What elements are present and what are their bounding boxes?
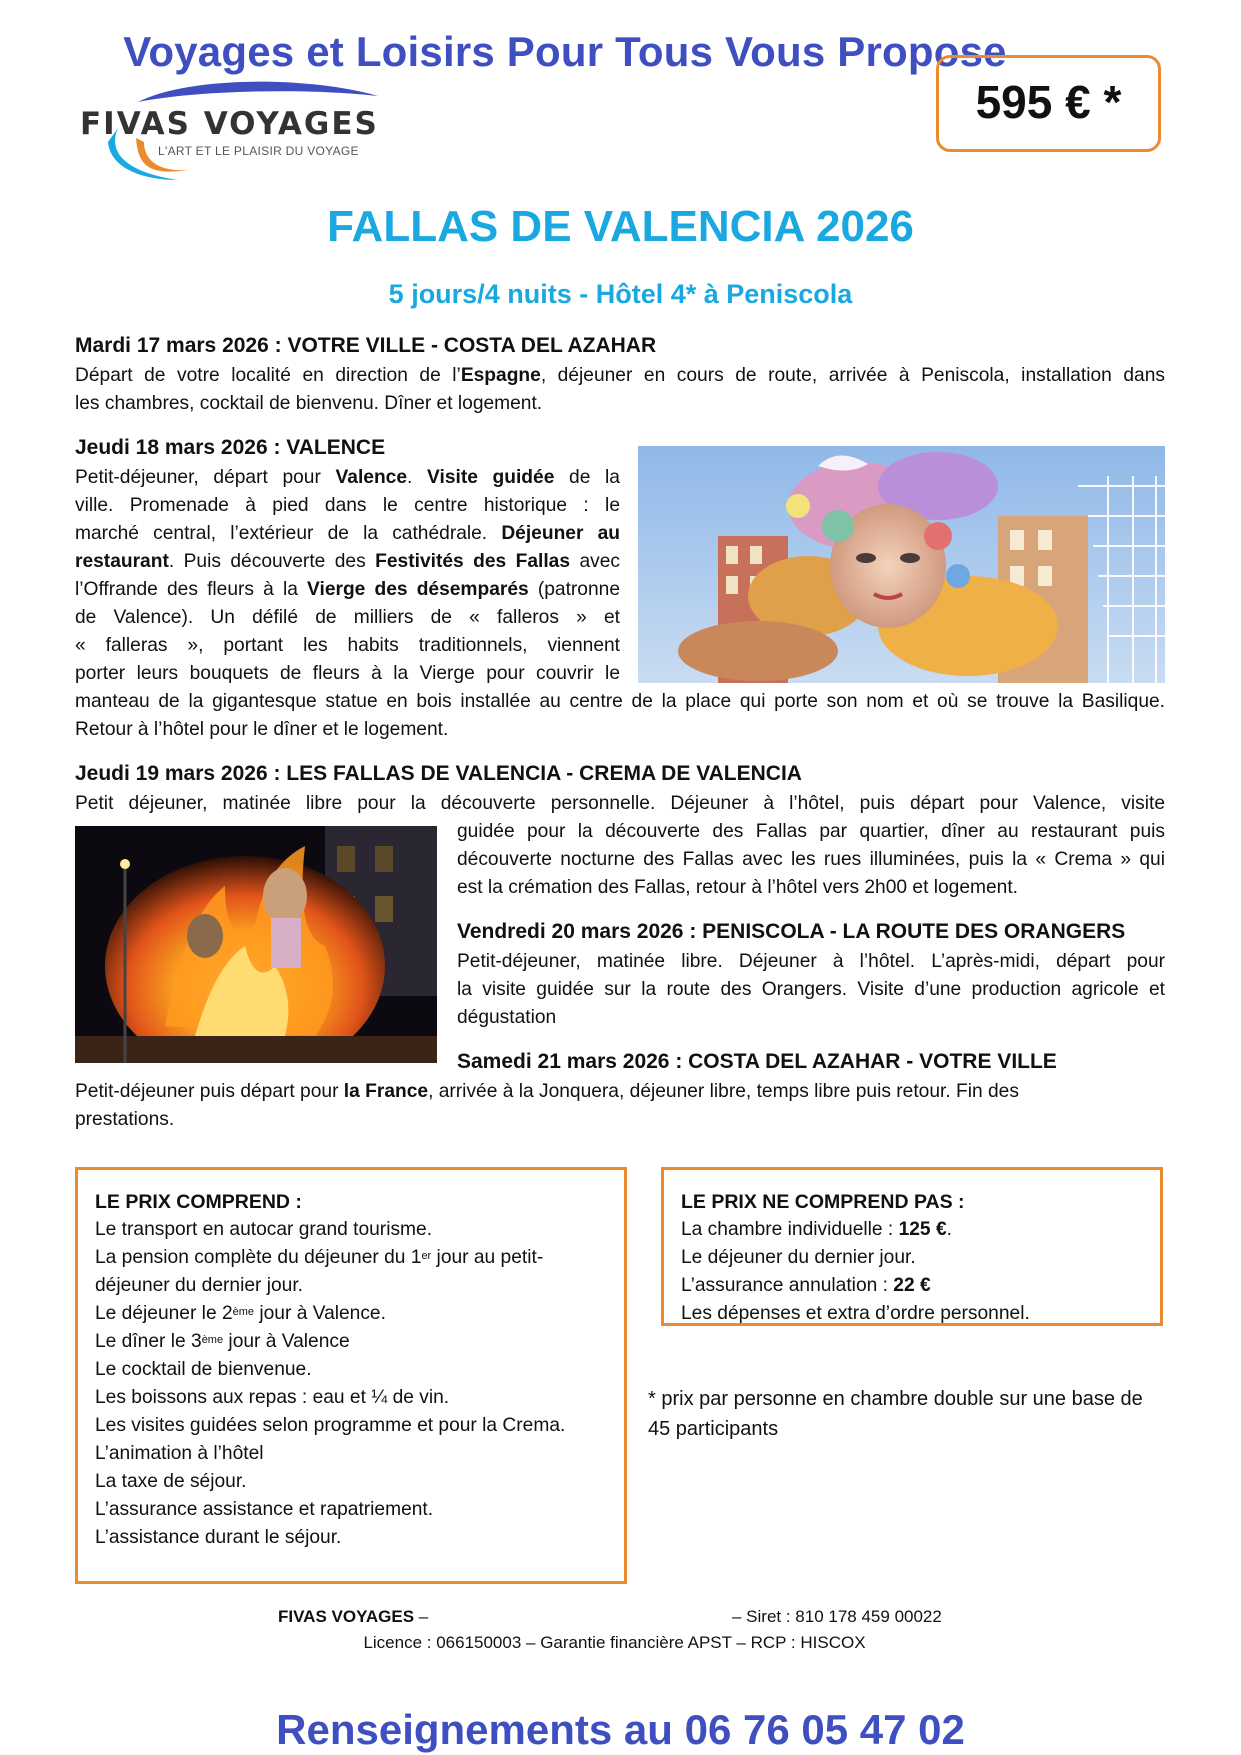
day2-line: de Valence). Un défilé de milliers de « falleros » et (75, 607, 620, 628)
day3-text-column (457, 818, 1165, 902)
day2-line: restaurant. Puis découverte des Festivités des Fallas avec (75, 551, 621, 572)
includes-item: L’assurance assistance et rapatriement. (95, 1499, 434, 1520)
includes-item: Les boissons aux repas : eau et ¼ de vin. (95, 1387, 450, 1408)
contact-phone: Renseignements au 06 76 05 47 02 (276, 1706, 965, 1753)
footer-licence: Licence : 066150003 – Garantie financière APST – RCP : HISCOX (363, 1633, 866, 1652)
day3-line: est la crémation des Fallas, retour à l’hôtel vers 2h00 et logement. (457, 877, 1018, 898)
price-footnote: * prix par personne en chambre double sur une base de 45 participants (648, 1388, 1143, 1440)
includes-heading: LE PRIX COMPREND : (95, 1191, 302, 1213)
excludes-heading: LE PRIX NE COMPREND PAS : (681, 1191, 965, 1213)
day2-line: Retour à l’hôtel pour le dîner et le logement. (75, 719, 449, 740)
footer-siret: – Siret : 810 178 459 00022 (732, 1607, 942, 1626)
day1-line1: Départ de votre localité en direction de l’Espagne, déjeuner en cours de route, arrivée à Peniscola, installation dans (75, 365, 1165, 386)
page-title: FALLAS DE VALENCIA 2026 (327, 202, 914, 251)
day3-line: guidée pour la découverte des Fallas par quartier, dîner au restaurant puis (457, 821, 1165, 842)
includes-item: La pension complète du déjeuner du 1er jour au petit- (95, 1247, 544, 1268)
day2-heading: Jeudi 18 mars 2026 : VALENCE (75, 436, 386, 459)
day4-line: la visite guidée sur la route des Orangers. Visite d’une production agricole et (457, 979, 1165, 1000)
crema-fire-photo (75, 826, 437, 1063)
price-excludes-box (661, 1167, 1163, 1326)
includes-item: La taxe de séjour. (95, 1471, 247, 1492)
fallas-sculpture-photo (638, 446, 1165, 683)
day3-line: Petit déjeuner, matinée libre pour la découverte personnelle. Déjeuner à l’hôtel, puis départ pour Valence, visite (75, 793, 1165, 814)
excludes-item: Les dépenses et extra d’ordre personnel. (681, 1303, 1030, 1324)
promo-headline: Voyages et Loisirs Pour Tous Vous Propose (123, 28, 1007, 75)
includes-item: Le cocktail de bienvenue. (95, 1359, 312, 1380)
day3-heading: Jeudi 19 mars 2026 : LES FALLAS DE VALENCIA - CREMA DE VALENCIA (75, 762, 802, 785)
price-badge: 595 € * (936, 55, 1161, 152)
day4-line: dégustation (457, 1007, 557, 1028)
includes-item: L’assistance durant le séjour. (95, 1527, 342, 1548)
day5-heading: Samedi 21 mars 2026 : COSTA DEL AZAHAR - VOTRE VILLE (457, 1050, 1057, 1073)
day2-text-column (75, 464, 620, 688)
includes-item: Le transport en autocar grand tourisme. (95, 1219, 433, 1240)
day4-heading: Vendredi 20 mars 2026 : PENISCOLA - LA ROUTE DES ORANGERS (457, 920, 1126, 943)
day3-line: découverte nocturne des Fallas avec les rues illuminées, puis la « Crema » qui (457, 849, 1165, 870)
day4-text-column (457, 948, 1165, 1032)
day2-line: marché central, l’extérieur de la cathédrale. Déjeuner au (75, 523, 620, 544)
excludes-item: L’assurance annulation : 22 € (681, 1275, 931, 1296)
day1-heading: Mardi 17 mars 2026 : VOTRE VILLE - COSTA DEL AZAHAR (75, 334, 657, 357)
day2-line: manteau de la gigantesque statue en bois installée au centre de la place qui porte son nom et où se trouve la Basilique. (75, 691, 1165, 712)
day2-line: ville. Promenade à pied dans le centre historique : le (75, 495, 620, 516)
footer-company: FIVAS VOYAGES – (278, 1607, 429, 1626)
includes-item: L’animation à l’hôtel (95, 1443, 264, 1464)
page-subtitle: 5 jours/4 nuits - Hôtel 4* à Peniscola (388, 279, 853, 309)
day2-line: l’Offrande des fleurs à la Vierge des désemparés (patronne (75, 579, 620, 600)
includes-item: Le dîner le 3ème jour à Valence (95, 1331, 350, 1352)
day4-line: Petit-déjeuner, matinée libre. Déjeuner à l’hôtel. L’après-midi, départ pour (457, 951, 1165, 972)
price-includes-box (75, 1167, 627, 1584)
includes-item: déjeuner du dernier jour. (95, 1275, 304, 1296)
day2-line: porter leurs bouquets de fleurs à la Vierge pour couvrir le (75, 663, 620, 684)
excludes-item: La chambre individuelle : 125 €. (681, 1219, 952, 1240)
day5-line: Petit-déjeuner puis départ pour la France, arrivée à la Jonquera, déjeuner libre, temps libre puis retour. Fin des (75, 1081, 1019, 1102)
logo-wordmark: FIVAS VOYAGES (80, 106, 379, 142)
day5-line: prestations. (75, 1109, 175, 1130)
includes-item: Le déjeuner le 2ème jour à Valence. (95, 1303, 386, 1324)
day2-line: Petit-déjeuner, départ pour Valence. Visite guidée de la (75, 467, 620, 488)
logo-tagline: L'ART ET LE PLAISIR DU VOYAGE (158, 144, 359, 158)
includes-item: Les visites guidées selon programme et pour la Crema. (95, 1415, 566, 1436)
fivas-logo (78, 80, 418, 190)
excludes-item: Le déjeuner du dernier jour. (681, 1247, 916, 1268)
day2-line: « falleras », portant les habits traditionnels, viennent (75, 635, 620, 656)
day1-line2: les chambres, cocktail de bienvenu. Dîner et logement. (75, 393, 543, 414)
